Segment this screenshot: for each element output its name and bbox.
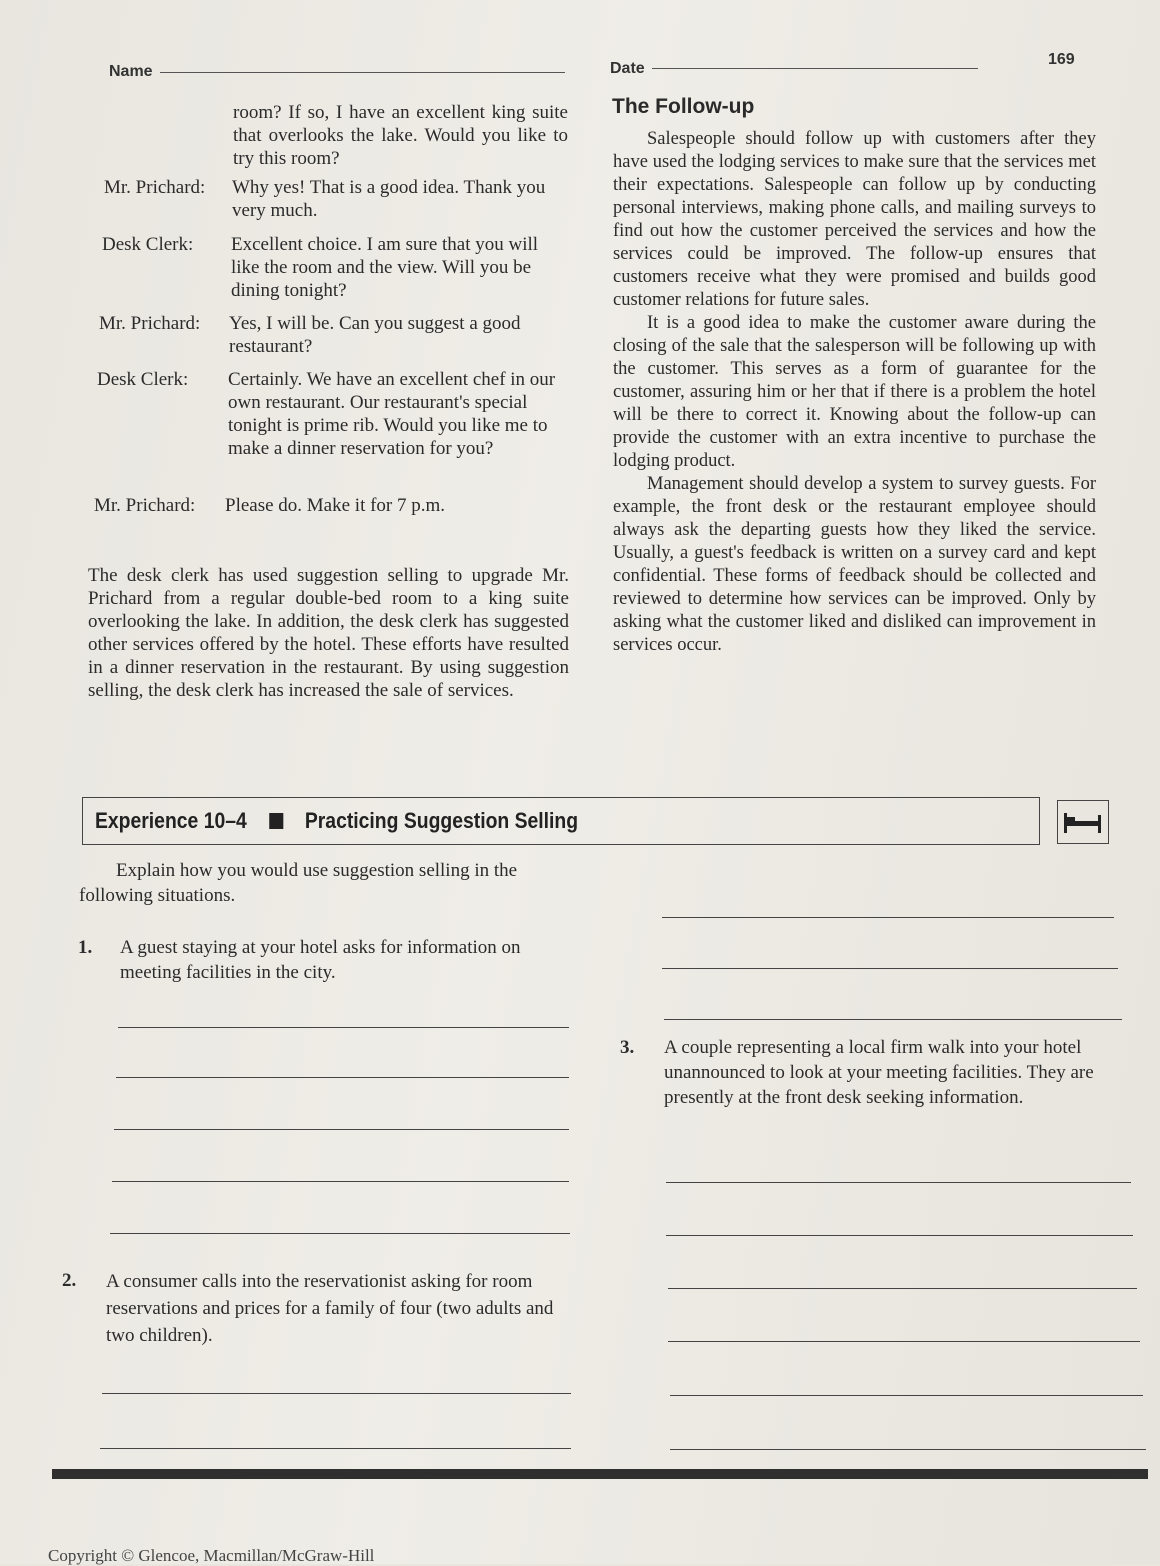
answer-line[interactable] [664, 1019, 1122, 1020]
copyright-notice: Copyright © Glencoe, Macmillan/McGraw-Hill [48, 1546, 375, 1565]
answer-line[interactable] [670, 1449, 1146, 1450]
question-number: 2. [62, 1270, 77, 1291]
date-field-line[interactable] [652, 68, 978, 69]
page-number: 169 [1048, 51, 1075, 68]
answer-line[interactable] [100, 1448, 571, 1449]
square-bullet-icon [270, 813, 284, 829]
answer-line[interactable] [662, 917, 1114, 918]
experience-title [95, 808, 578, 834]
speaker-name: Desk Clerk: [102, 234, 194, 255]
bed-icon-box [1057, 800, 1109, 844]
follow-up-body [613, 128, 1096, 657]
summary-paragraph: The desk clerk has used suggestion selling to upgrade Mr. Prichard from a regular double-bed room to a king suite overlooking the lake. In addition, the desk clerk has suggested other services offered by the hotel. These efforts have resulted in a dinner reservation in the restaurant. By using suggestion selling, the desk clerk has increased the sale of services. [88, 565, 569, 701]
follow-up-paragraph: Salespeople should follow up with customers after they have used the lodging services to make sure that the services met their expectations. Salespeople can follow up by conducting personal interviews, making phone calls, and mailing surveys to find out how the customer perceived the services and how the services could be improved. The follow-up ensures that customers receive what they were promised and builds good customer relations for future sales. [613, 129, 1096, 310]
answer-line[interactable] [668, 1288, 1137, 1289]
date-label: Date [610, 60, 645, 77]
follow-up-paragraph: It is a good idea to make the customer aware during the closing of the sale that the salesperson will be following up with the customer. This serves as a form of guarantee for the customer, assuring him or her that if there is a problem the hotel will be there to correct it. Knowing about the follow-up can provide the customer with an extra incentive to purchase the lodging product. [613, 313, 1096, 471]
follow-up-paragraph: Management should develop a system to survey guests. For example, the front desk or the restaurant employee should always ask the departing guests how they liked the service. Usually, a guest's feedback is written on a survey card and kept confidential. These forms of feedback should be collected and reviewed to determine how services can be improved. Only by asking what the customer liked and disliked can improvement in services occur. [613, 474, 1096, 655]
answer-line[interactable] [662, 968, 1118, 969]
bed-icon [1058, 801, 1107, 842]
experience-banner [82, 797, 1040, 845]
speaker-name: Desk Clerk: [97, 369, 189, 390]
answer-line[interactable] [668, 1341, 1140, 1342]
speech-text: Why yes! That is a good idea. Thank you very much. [232, 177, 546, 221]
question-text: A guest staying at your hotel asks for information on meeting facilities in the city. [120, 937, 521, 983]
question-text: A couple representing a local firm walk into your hotel unannounced to look at your meeting facilities. They are presently at the front desk seeking information. [664, 1037, 1094, 1108]
answer-line[interactable] [670, 1395, 1143, 1396]
answer-line[interactable] [112, 1181, 569, 1182]
answer-line[interactable] [102, 1393, 571, 1394]
name-label: Name [109, 63, 153, 80]
speech-text: Certainly. We have an excellent chef in our own restaurant. Our restaurant's special tonight is prime rib. Would you like me to make a dinner reservation for you? [228, 369, 556, 459]
question-text: A consumer calls into the reservationist asking for room reservations and prices for a family of four (two adults and two children). [106, 1271, 554, 1346]
answer-line[interactable] [666, 1182, 1131, 1183]
footer-rule [52, 1469, 1148, 1479]
question-number: 1. [78, 937, 93, 958]
experience-number: Experience 10–4 [95, 808, 247, 833]
question-number: 3. [620, 1037, 635, 1058]
answer-line[interactable] [114, 1129, 569, 1130]
speech-text: Excellent choice. I am sure that you will like the room and the view. Will you be dining tonight? [231, 234, 539, 301]
answer-line[interactable] [116, 1077, 569, 1078]
answer-line[interactable] [666, 1235, 1133, 1236]
speaker-name: Mr. Prichard: [104, 177, 206, 198]
speaker-name: Mr. Prichard: [99, 313, 201, 334]
experience-instructions: Explain how you would use suggestion selling in the following situations. [79, 860, 518, 906]
follow-up-heading: The Follow-up [612, 95, 755, 118]
speech-text: Yes, I will be. Can you suggest a good restaurant? [229, 313, 521, 357]
answer-line[interactable] [118, 1027, 569, 1028]
answer-line[interactable] [110, 1233, 570, 1234]
speaker-name: Mr. Prichard: [94, 495, 196, 516]
experience-name: Practicing Suggestion Selling [304, 808, 579, 833]
name-field-line[interactable] [160, 72, 565, 73]
dialogue-continuation: room? If so, I have an excellent king suite that overlooks the lake. Would you like to try this room? [233, 102, 568, 169]
speech-text: Please do. Make it for 7 p.m. [225, 495, 446, 516]
